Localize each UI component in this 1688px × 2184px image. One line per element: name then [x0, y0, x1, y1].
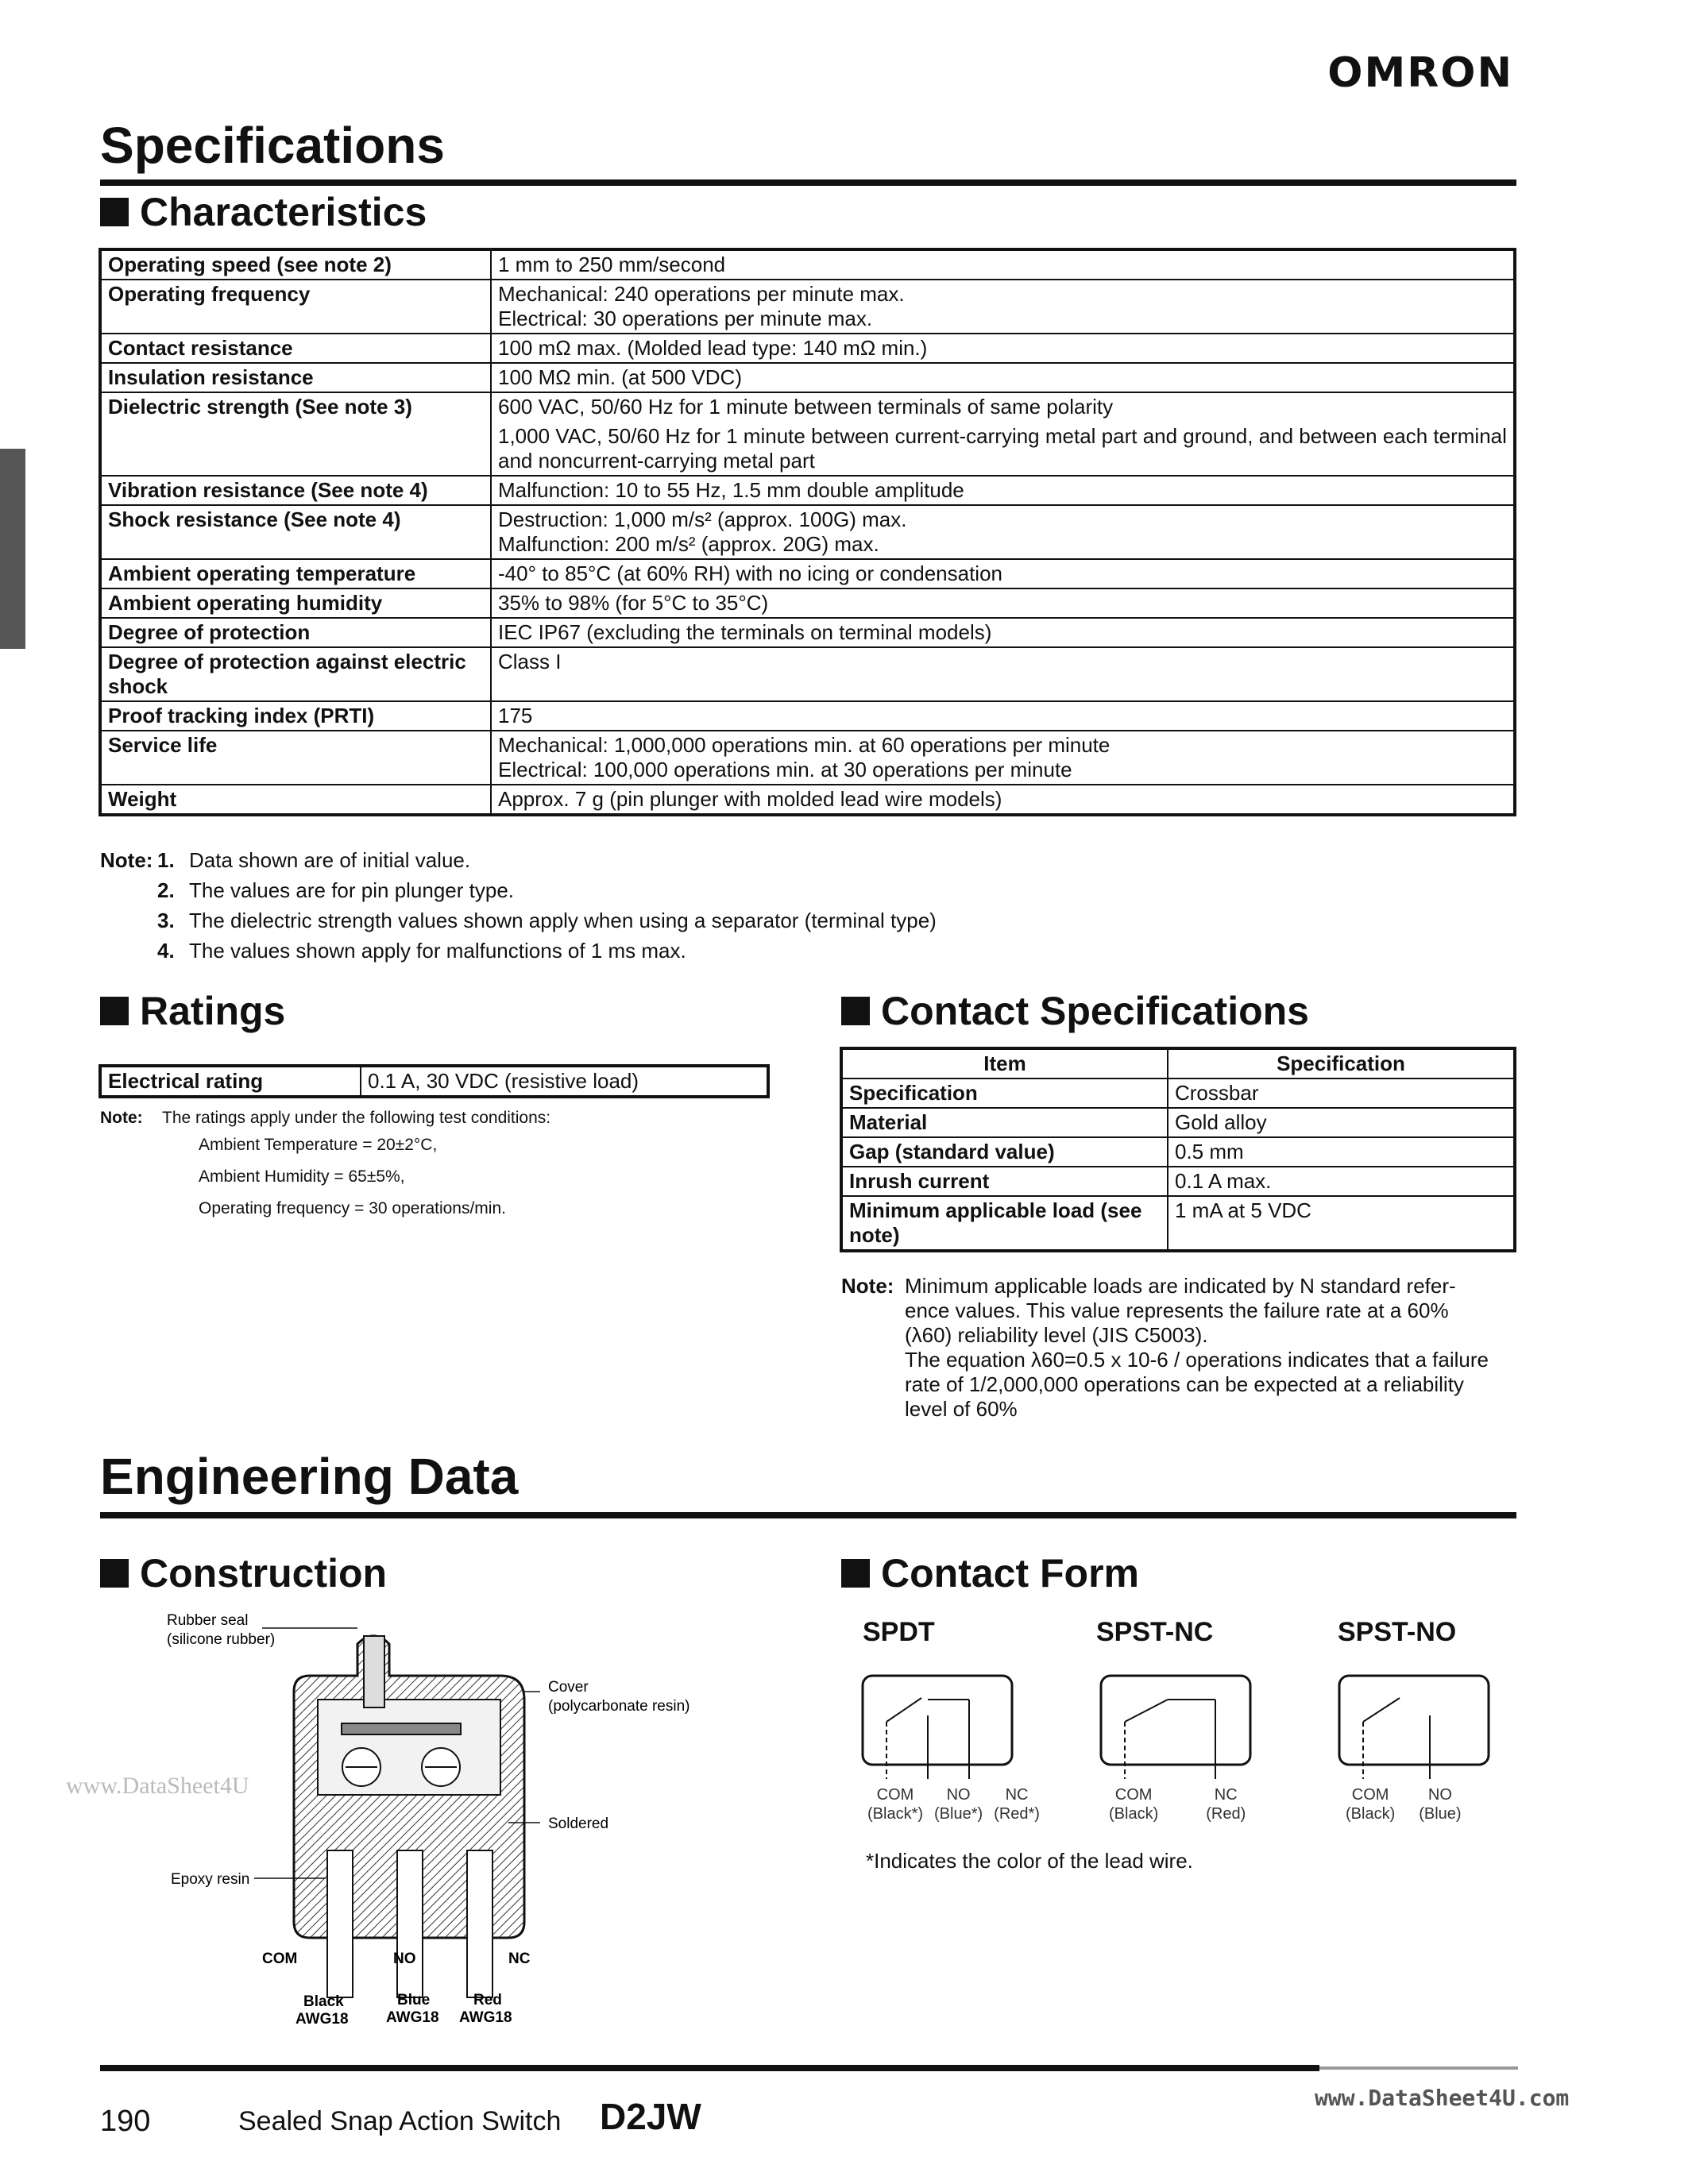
- construction-heading: [100, 1547, 387, 1599]
- label-awg-red: AWG18: [459, 2009, 512, 2026]
- ratings-item: Electrical rating: [100, 1066, 361, 1097]
- spdt-pin-com: COM (Black*): [867, 1786, 924, 1823]
- switch-cavity: [318, 1700, 500, 1795]
- spst-no-blade: [1363, 1698, 1400, 1722]
- label-epoxy: Epoxy resin: [171, 1871, 250, 1888]
- cs-note-line: ence values. This value represents the failure rate at a 60%: [905, 1298, 1449, 1322]
- ratings-conditions: [100, 1129, 736, 1225]
- table-row: [100, 476, 1515, 505]
- test-condition: Operating frequency = 30 operations/min.: [199, 1199, 506, 1217]
- ratings-note: [100, 1107, 736, 1225]
- note-label: Note:: [100, 848, 153, 872]
- spec-value: [491, 618, 1515, 647]
- characteristics-heading-text: Characteristics: [140, 190, 427, 234]
- label-soldered: Soldered: [548, 1815, 609, 1832]
- spec-item: Dielectric strength (See note 3): [100, 392, 491, 476]
- note-number: 3.: [157, 909, 175, 932]
- spec-value-line: 1 mm to 250 mm/second: [498, 253, 726, 276]
- spst-no-body: [1339, 1676, 1489, 1765]
- spec-value-line: 100 MΩ min. (at 500 VDC): [498, 365, 742, 389]
- table-row: [100, 785, 1515, 815]
- watermark-text: www.DataSheet4U: [66, 1773, 249, 1799]
- footer-rule: [100, 2065, 1319, 2071]
- square-bullet-icon: [100, 997, 129, 1025]
- spec-item: Degree of protection: [100, 618, 491, 647]
- spec-value: [491, 505, 1515, 559]
- spdt-pins: [867, 1785, 1040, 1823]
- contact-spec-item: Specification: [841, 1078, 1168, 1108]
- table-row: [100, 588, 1515, 618]
- table-header-row: [841, 1048, 1515, 1078]
- engineering-data-rule: [100, 1512, 1516, 1518]
- table-row: [100, 1066, 768, 1097]
- spst-nc-symbol: [1096, 1668, 1255, 1779]
- label-cover: Cover: [548, 1679, 589, 1696]
- spec-value: [491, 363, 1515, 392]
- spst-no-pin-com: COM (Black): [1346, 1786, 1396, 1823]
- table-row: [100, 280, 1515, 334]
- ratings-heading: [100, 985, 285, 1037]
- note-text: The values are for pin plunger type.: [189, 878, 515, 902]
- spec-value: [491, 249, 1515, 280]
- cs-note-label: Note:: [841, 1274, 894, 1298]
- note-number: 4.: [157, 939, 175, 963]
- spec-value-line: -40° to 85°C (at 60% RH) with no icing or condensation: [498, 561, 1003, 585]
- test-condition: Ambient Temperature = 20±2°C,: [199, 1136, 438, 1154]
- spdt-blade: [886, 1698, 921, 1722]
- spec-value-line: Electrical: 30 operations per minute max.: [498, 307, 873, 330]
- spec-value: [491, 476, 1515, 505]
- spec-value: [491, 334, 1515, 363]
- label-rubber-seal-sub: (silicone rubber): [167, 1631, 276, 1648]
- contact-spec-item: Inrush current: [841, 1167, 1168, 1196]
- table-row: [100, 647, 1515, 701]
- footer-title: Sealed Snap Action Switch: [238, 2106, 562, 2136]
- square-bullet-icon: [100, 198, 129, 226]
- note-item: [157, 905, 937, 936]
- spdt-symbol: [858, 1668, 1017, 1779]
- spst-no-pins: [1346, 1785, 1462, 1823]
- spdt-body: [863, 1676, 1012, 1765]
- table-row: [100, 618, 1515, 647]
- cs-note-body: [905, 1274, 1489, 1422]
- table-row: [841, 1108, 1515, 1137]
- square-bullet-icon: [841, 1559, 870, 1588]
- column-header-specification: Specification: [1168, 1048, 1515, 1078]
- contact-specifications-heading-text: Contact Specifications: [881, 989, 1309, 1033]
- spec-value: [491, 392, 1515, 476]
- label-red: Red: [473, 1992, 502, 2008]
- page-number: 190: [100, 2105, 151, 2138]
- note-item: [157, 875, 937, 905]
- specifications-rule: [100, 179, 1516, 186]
- spec-value-line: Class I: [498, 650, 562, 673]
- note-text: The dielectric strength values shown apply when using a separator (terminal type): [189, 909, 937, 932]
- note-list: [157, 845, 937, 966]
- table-row: [841, 1078, 1515, 1108]
- spec-value: [491, 647, 1515, 701]
- cs-note-line: The equation λ60=0.5 x 10-6 / operations indicates that a failure: [905, 1348, 1489, 1372]
- table-row: [100, 701, 1515, 731]
- ratings-note-intro: The ratings apply under the following test conditions:: [162, 1109, 551, 1127]
- characteristics-heading: [100, 186, 427, 238]
- contact-spec-value: 0.5 mm: [1168, 1137, 1515, 1167]
- spec-value-line: IEC IP67 (excluding the terminals on terminal models): [498, 620, 992, 644]
- table-row: [841, 1137, 1515, 1167]
- spec-value-line: Electrical: 100,000 operations min. at 30 operations per minute: [498, 758, 1072, 781]
- spdt-pin-nc: NC (Red*): [994, 1786, 1040, 1823]
- spec-value: [491, 731, 1515, 785]
- spec-value-line: 1,000 VAC, 50/60 Hz for 1 minute between current-carrying metal part and ground, and between each terminal and noncurrent-carrying metal part: [498, 424, 1507, 473]
- label-blue: Blue: [397, 1992, 431, 2008]
- note-item: [157, 936, 937, 966]
- spst-no-symbol: [1335, 1668, 1493, 1779]
- spec-item: Shock resistance (See note 4): [100, 505, 491, 559]
- note-number: 1.: [157, 848, 175, 872]
- spst-nc-blade: [1125, 1700, 1168, 1722]
- spec-value-line: 35% to 98% (for 5°C to 35°C): [498, 591, 769, 615]
- note-text: The values shown apply for malfunctions of 1 ms max.: [189, 939, 686, 963]
- characteristics-table: [98, 248, 1516, 816]
- spec-item: Operating frequency: [100, 280, 491, 334]
- contact-specifications-heading: [841, 985, 1309, 1037]
- contact-spec-item: Minimum applicable load (see note): [841, 1196, 1168, 1251]
- spec-value-line: Destruction: 1,000 m/s² (approx. 100G) max.: [498, 507, 907, 531]
- contact-form-heading: [841, 1547, 1139, 1599]
- spec-item: Degree of protection against electric shock: [100, 647, 491, 701]
- table-row: [100, 363, 1515, 392]
- spec-value-line: Mechanical: 240 operations per minute max.: [498, 282, 905, 306]
- test-condition: Ambient Humidity = 65±5%,: [199, 1167, 405, 1186]
- label-no: NO: [393, 1951, 416, 1967]
- spec-value: [491, 280, 1515, 334]
- ratings-table: [98, 1064, 770, 1098]
- table-row: [100, 392, 1515, 476]
- plunger: [364, 1636, 384, 1707]
- spst-nc-pin-nc: NC (Red): [1206, 1786, 1246, 1823]
- contact-spec-item: Gap (standard value): [841, 1137, 1168, 1167]
- ratings-heading-text: Ratings: [140, 989, 286, 1033]
- spec-value: [491, 701, 1515, 731]
- spec-value: [491, 559, 1515, 588]
- spst-no-pin-no: NO (Blue): [1419, 1786, 1462, 1823]
- spec-item: Insulation resistance: [100, 363, 491, 392]
- column-header-item: Item: [841, 1048, 1168, 1078]
- spec-item: Operating speed (see note 2): [100, 249, 491, 280]
- label-rubber-seal: Rubber seal: [167, 1612, 249, 1629]
- spec-item: Ambient operating humidity: [100, 588, 491, 618]
- spec-value-line: Malfunction: 200 m/s² (approx. 20G) max.: [498, 532, 879, 556]
- spec-item: Ambient operating temperature: [100, 559, 491, 588]
- table-row: [100, 505, 1515, 559]
- form-label-spst-nc: SPST-NC: [1096, 1617, 1214, 1647]
- footer-watermark: www.DataSheet4U.com: [1315, 2085, 1570, 2111]
- spst-nc-pin-com: COM (Black): [1109, 1786, 1159, 1823]
- contact-spec-value: 1 mA at 5 VDC: [1168, 1196, 1515, 1251]
- table-row: [841, 1167, 1515, 1196]
- footer-rule-gray: [1319, 2066, 1518, 2070]
- square-bullet-icon: [100, 1559, 129, 1588]
- note-number: 2.: [157, 878, 175, 902]
- page-title-engineering-data: Engineering Data: [100, 1448, 519, 1505]
- spec-value-line: 600 VAC, 50/60 Hz for 1 minute between terminals of same polarity: [498, 395, 1114, 419]
- spec-value-line: Mechanical: 1,000,000 operations min. at 60 operations per minute: [498, 733, 1111, 757]
- cs-note-line: rate of 1/2,000,000 operations can be expected at a reliability: [905, 1372, 1464, 1396]
- table-row: [841, 1196, 1515, 1251]
- label-awg-black: AWG18: [295, 2011, 349, 2028]
- spec-item: Vibration resistance (See note 4): [100, 476, 491, 505]
- contact-spec-value: Gold alloy: [1168, 1108, 1515, 1137]
- footer-model: D2JW: [600, 2096, 701, 2137]
- label-nc: NC: [508, 1951, 531, 1967]
- label-com: COM: [262, 1951, 298, 1967]
- label-awg-blue: AWG18: [386, 2009, 439, 2026]
- contact-specifications-note: [841, 1274, 1516, 1422]
- lead-wire-com: [327, 1850, 353, 1997]
- spec-item: Service life: [100, 731, 491, 785]
- spec-value: [491, 588, 1515, 618]
- table-row: [100, 334, 1515, 363]
- spec-value-line: Approx. 7 g (pin plunger with molded lead wire models): [498, 787, 1002, 811]
- construction-heading-text: Construction: [140, 1551, 388, 1596]
- construction-diagram: [159, 1612, 731, 2033]
- spec-item: Contact resistance: [100, 334, 491, 363]
- contact-spec-value: Crossbar: [1168, 1078, 1515, 1108]
- label-cover-sub: (polycarbonate resin): [548, 1698, 690, 1715]
- spec-value-line: Malfunction: 10 to 55 Hz, 1.5 mm double amplitude: [498, 478, 964, 502]
- spec-value-line: 175: [498, 704, 533, 727]
- lead-wire-nc: [467, 1850, 492, 1997]
- ratings-note-label: Note:: [100, 1109, 143, 1127]
- form-label-spdt: SPDT: [863, 1617, 935, 1647]
- omron-logo: OMRON: [1327, 49, 1513, 97]
- table-row: [100, 731, 1515, 785]
- spec-item: Weight: [100, 785, 491, 815]
- ratings-value: 0.1 A, 30 VDC (resistive load): [361, 1066, 768, 1097]
- contact-specifications-table: [840, 1047, 1516, 1252]
- contact-bar: [342, 1723, 461, 1734]
- contact-spec-item: Material: [841, 1108, 1168, 1137]
- table-row: [100, 559, 1515, 588]
- spst-nc-body: [1101, 1676, 1250, 1765]
- spdt-pin-no: NO (Blue*): [934, 1786, 983, 1823]
- cs-note-line: Minimum applicable loads are indicated by N standard refer-: [905, 1274, 1456, 1298]
- label-black: Black: [303, 1993, 344, 2010]
- cs-note-line: (λ60) reliability level (JIS C5003).: [905, 1323, 1208, 1347]
- spec-value: [491, 785, 1515, 815]
- form-label-spst-no: SPST-NO: [1338, 1617, 1457, 1647]
- side-tab-marker: [0, 449, 25, 649]
- cs-note-line: level of 60%: [905, 1397, 1018, 1421]
- characteristics-notes: [100, 845, 1212, 966]
- table-row: [100, 249, 1515, 280]
- page-title-specifications: Specifications: [100, 117, 445, 174]
- lead-wire-no: [397, 1850, 423, 1997]
- note-item: [157, 845, 937, 875]
- contact-form-footnote: *Indicates the color of the lead wire.: [866, 1849, 1193, 1873]
- note-text: Data shown are of initial value.: [189, 848, 471, 872]
- spst-nc-pins: [1109, 1785, 1246, 1823]
- square-bullet-icon: [841, 997, 870, 1025]
- contact-spec-value: 0.1 A max.: [1168, 1167, 1515, 1196]
- spec-value-line: 100 mΩ max. (Molded lead type: 140 mΩ min.): [498, 336, 928, 360]
- contact-form-heading-text: Contact Form: [881, 1551, 1139, 1596]
- spec-item: Proof tracking index (PRTI): [100, 701, 491, 731]
